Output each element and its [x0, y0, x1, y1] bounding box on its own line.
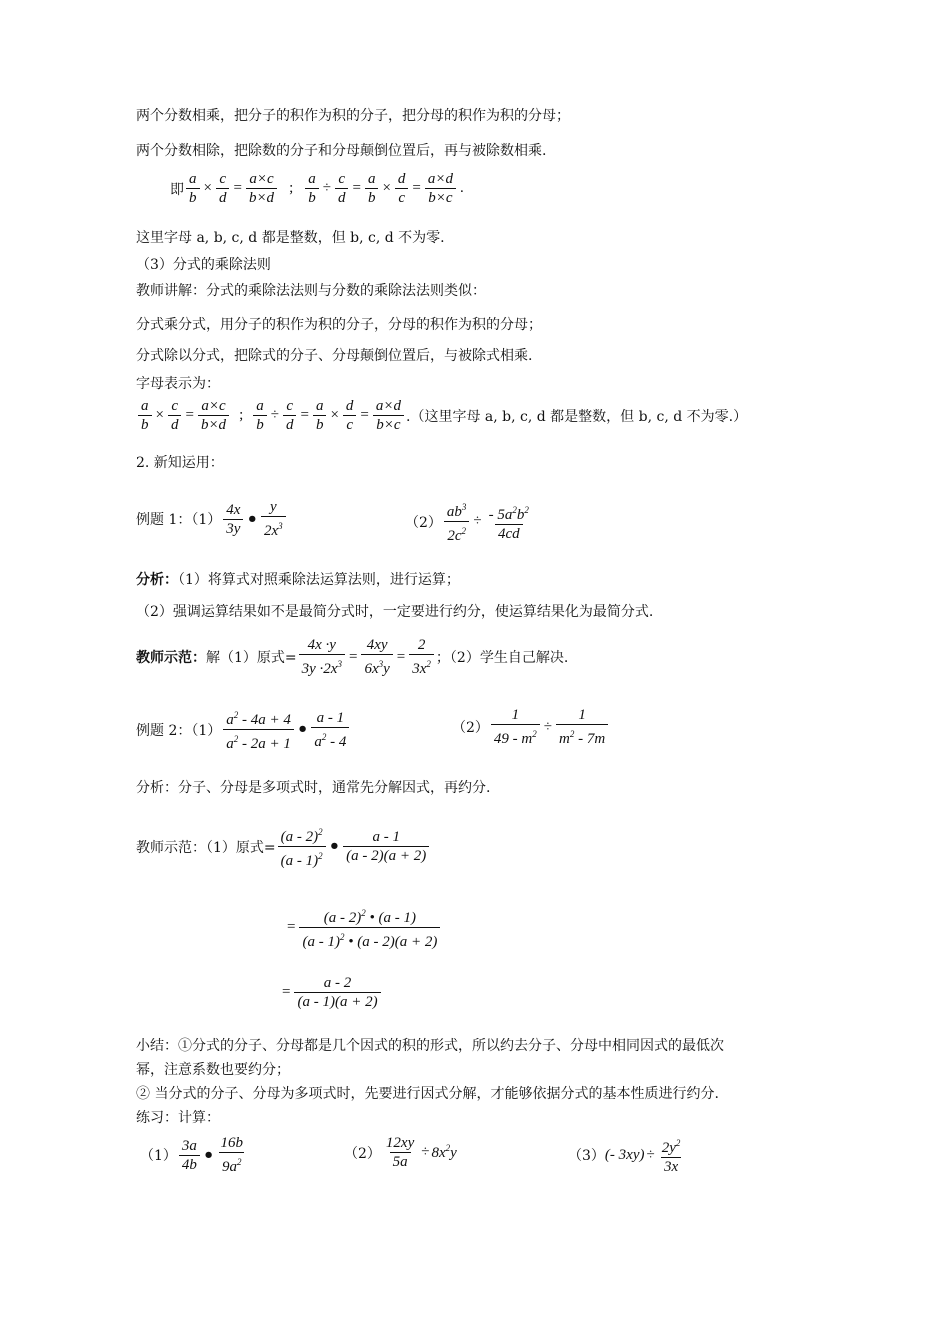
analysis-2: 分析：分子、分母是多项式时，通常先分解因式，再约分.	[136, 780, 491, 796]
fraction-c-d-4: $\frac{c}{d}$	[283, 397, 297, 434]
formula-numeric-rule: 即 $\frac{a}{b}$ × $\frac{c}{d}$ = $\frac{a\times c}{b\times d}$ ; $\frac{a}{b}$ ÷ $\frac{c}{d}$ = $\frac{a}{b}$ × $\frac{d}{c}$ = $\frac{a\times d}{b\times c}$ .	[170, 171, 464, 206]
td2-fraction-2: $\frac{a - 1}{(a - 2)(a + 2)}$	[343, 828, 429, 865]
example-2: 例题 2：（1） $\frac{a^2 - 4a + 4}{a^2 - 2a + 1}$ • $\frac{a - 1}{a^2 - 4}$	[136, 706, 351, 753]
fraction-a-b-6: $\frac{a}{b}$	[313, 397, 327, 434]
equals-sign-1: =	[287, 919, 296, 935]
practice-heading: 练习：计算：	[136, 1110, 220, 1126]
practice-2: （2） $\frac{12xy}{5a}$ ÷ $8x^2y$	[344, 1135, 457, 1170]
ex2-fraction-1: $\frac{a^2 - 4a + 4}{a^2 - 2a + 1}$	[223, 706, 294, 753]
example-2-part-2: （2） $\frac{1}{49 - m^2}$ ÷ $\frac{1}{m^2 - 7m}$	[452, 706, 610, 748]
fraction-a-b-2: $\frac{a}{b}$	[305, 170, 319, 207]
fraction-a-b-4: $\frac{a}{b}$	[138, 397, 152, 434]
rule-fraction-multiply: 两个分数相乘，把分子的积作为积的分子，把分母的积作为积的分母；	[136, 108, 570, 124]
practice-1: （1） $\frac{3a}{4b}$ • $\frac{16b}{9a^2}$	[140, 1134, 248, 1176]
analysis-1	[136, 570, 460, 590]
letters-note: 这里字母 a, b, c, d 都是整数，但 b, c, d 不为零.	[136, 230, 445, 246]
analysis-1-heading: 分析：	[136, 572, 178, 588]
teacher-demo-1-tail: ；（2）学生自己解决.	[435, 650, 569, 666]
rule-algebraic-divide: 分式除以分式，把除式的分子、分母颠倒位置后，与被除式相乘.	[136, 348, 533, 364]
fraction-a-b: $\frac{a}{b}$	[186, 170, 200, 207]
letters-representation: 字母表示为：	[136, 376, 220, 392]
formula-algebraic-rule: $\frac{a}{b}$ × $\frac{c}{d}$ = $\frac{a\times c}{b\times d}$ ; $\frac{a}{b}$ ÷ $\frac{c}{d}$ = $\frac{a}{b}$ × $\frac{d}{c}$ = $\frac{a\times d}{b\times c}$ .（这里字母 a, b, c, d 都是整数，但 b, c, d 不为零.）	[136, 397, 747, 434]
equals-sign-2: =	[282, 984, 291, 1000]
example-1: 例题 1：（1） $\frac{4x}{3y}$ • $\frac{y}{2x^3}$	[136, 498, 288, 540]
fraction-c-d: $\frac{c}{d}$	[216, 170, 230, 207]
ex2-fraction-3: $\frac{1}{49 - m^2}$	[491, 706, 540, 748]
teacher-demo-1-text: 解（1）原式=	[206, 650, 297, 666]
ex1-fraction-2: $\frac{y}{2x^3}$	[261, 498, 286, 540]
example-1-part-2: （2） $\frac{ab^3}{2c^2}$ ÷ $\frac{- 5a^2b^2}{4cd}$	[405, 498, 534, 545]
ji-label: 即	[170, 181, 184, 198]
ex1-fraction-4: $\frac{- 5a^2b^2}{4cd}$	[488, 504, 529, 542]
analysis-1-text: （1）将算式对照乘除法运算法则，进行运算；	[178, 572, 460, 588]
td2-fraction-3: $\frac{(a - 2)^2 • (a - 1)}{(a - 1)^2 • (a - 2)(a + 2)}$	[299, 904, 440, 951]
rule-fraction-divide: 两个分数相除，把除数的分子和分母颠倒位置后，再与被除数相乘.	[136, 143, 547, 159]
p1-fraction-2: $\frac{16b}{9a^2}$	[220, 1135, 243, 1175]
section-heading-3: （3）分式的乘除法则	[136, 257, 271, 273]
summary-line-1: 小结：①分式的分子、分母都是几个因式的积的形式，所以约去分子、分母中相同因式的最低次	[136, 1038, 724, 1054]
fraction-d-c: $\frac{d}{c}$	[395, 170, 409, 207]
td2-fraction-1: $\frac{(a - 2)^2}{(a - 1)^2}$	[278, 823, 326, 870]
p1-fraction-1: $\frac{3a}{4b}$	[179, 1137, 200, 1174]
fraction-axd-bxc-2: $\frac{a\times d}{b\times c}$	[373, 397, 404, 434]
td1-fraction-2: $\frac{4xy}{6x^3y}$	[361, 636, 392, 678]
section-new-knowledge: 2. 新知运用：	[136, 455, 224, 471]
example-2-label: 例题 2：（1）	[136, 722, 222, 739]
teacher-demo-2-text: 教师示范：（1）原式=	[136, 839, 276, 856]
teacher-explain: 教师讲解：分式的乘除法法则与分数的乘除法法则类似：	[136, 283, 486, 299]
practice-1-label: （1）	[140, 1148, 177, 1164]
example-2-part2-label: （2）	[452, 720, 489, 736]
rule-algebraic-multiply: 分式乘分式，用分子的积作为积的分子，分母的积作为积的分母；	[136, 317, 542, 333]
fraction-c-d-2: $\frac{c}{d}$	[335, 170, 349, 207]
ex1-fraction-3: $\frac{ab^3}{2c^2}$	[444, 498, 470, 545]
p2-fraction-1: $\frac{12xy}{5a}$	[385, 1135, 415, 1170]
teacher-demo-1: 教师示范： 解（1）原式= $\frac{4x \cdot y}{3y \cdot 2x^3}$ = $\frac{4xy}{6x^3y}$ = $\frac{2}{3x^2}$ ；（2）学生自己解决.	[136, 637, 569, 677]
p3-fraction-1: $\frac{2y^2}{3x}$	[661, 1138, 681, 1175]
practice-3: （3） (- 3xy) ÷ $\frac{2y^2}{3x}$	[568, 1134, 685, 1176]
fraction-axd-bxc: $\frac{a\times d}{b\times c}$	[425, 170, 456, 207]
summary-line-2: 幂，注意系数也要约分；	[136, 1062, 290, 1078]
fraction-axc-bxd-2: $\frac{a\times c}{b\times d}$	[198, 397, 229, 434]
fraction-axc-bxd: $\frac{a\times c}{b\times d}$	[246, 170, 277, 207]
td1-fraction-3: $\frac{2}{3x^2}$	[409, 636, 434, 678]
teacher-demo-1-heading: 教师示范：	[136, 650, 206, 666]
td1-fraction-1: $\frac{4x \cdot y}{3y \cdot 2x^3}$	[299, 636, 345, 678]
teacher-demo-2-step-1: 教师示范：（1）原式= $\frac{(a - 2)^2}{(a - 1)^2}$ • $\frac{a - 1}{(a - 2)(a + 2)}$	[136, 823, 431, 870]
ex2-fraction-2: $\frac{a - 1}{a^2 - 4}$	[311, 709, 349, 751]
example-1-part2-label: （2）	[405, 514, 442, 531]
letters-note-inline: .（这里字母 a, b, c, d 都是整数，但 b, c, d 不为零.）	[406, 408, 748, 425]
ex1-fraction-1: $\frac{4x}{3y}$	[223, 501, 243, 538]
summary-line-3: ② 当分式的分子、分母为多项式时，先要进行因式分解，才能够依据分式的基本性质进行约分.	[136, 1086, 719, 1102]
fraction-a-b-5: $\frac{a}{b}$	[253, 397, 267, 434]
practice-2-label: （2）	[344, 1145, 381, 1162]
teacher-demo-2-step-2	[285, 904, 442, 951]
fraction-d-c-2: $\frac{d}{c}$	[343, 397, 357, 434]
practice-3-label: （3）	[568, 1148, 605, 1164]
fraction-c-d-3: $\frac{c}{d}$	[168, 397, 182, 434]
ex2-fraction-4: $\frac{1}{m^2 - 7m}$	[556, 706, 608, 748]
example-1-label: 例题 1：（1）	[136, 512, 222, 528]
analysis-1b: （2）强调运算结果如不是最简分式时，一定要进行约分，使运算结果化为最简分式.	[136, 604, 654, 620]
td2-fraction-4: $\frac{a - 2}{(a - 1)(a + 2)}$	[294, 974, 380, 1011]
fraction-a-b-3: $\frac{a}{b}$	[365, 170, 379, 207]
teacher-demo-2-step-3	[280, 974, 383, 1011]
